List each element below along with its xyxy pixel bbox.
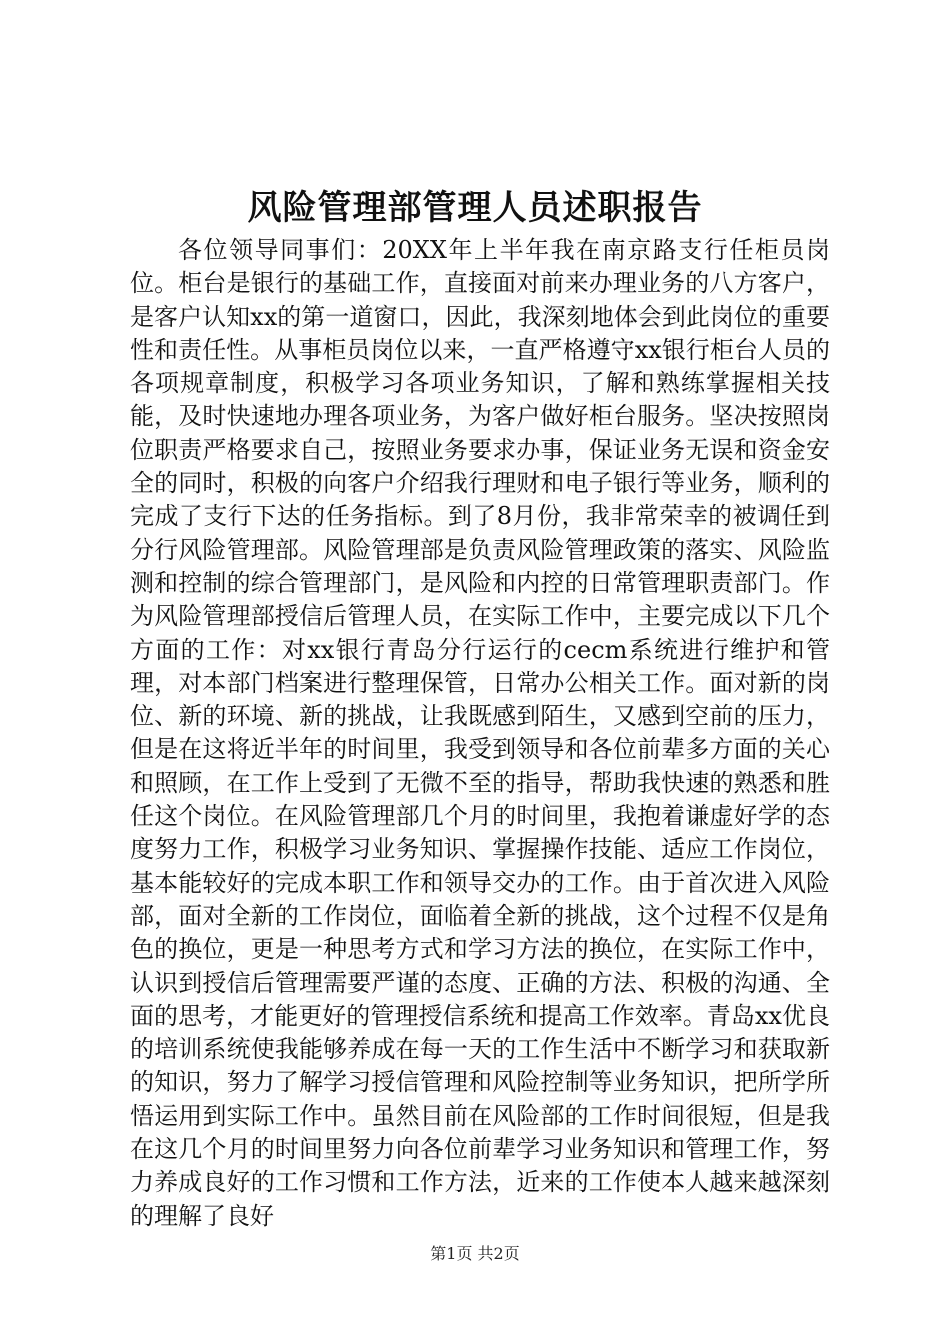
document-title: 风险管理部管理人员述职报告: [247, 188, 703, 228]
page-number-footer: 第1页 共2页: [430, 1244, 520, 1263]
body-paragraph: 各位领导同事们：20XX年上半年我在南京路支行任柜员岗位。柜台是银行的基础工作，直接面对前来办理业务的八方客户，是客户认知xx的第一道窗口，因此，我深刻地体会到此岗位的重要性和责任性。从事柜员岗位以来，一直严格遵守xx银行柜台人员的各项规章制度，积极学习各项业务知识，了解和熟练掌握相关技能，及时快速地办理各项业务，为客户做好柜台服务。坚决按照岗位职责严格要求自己，按照业务要求办事，保证业务无误和资金安全的同时，积极的向客户介绍我行理财和电子银行等业务，顺利的完成了支行下达的任务指标。到了8月份，我非常荣幸的被调任到分行风险管理部。风险管理部是负责风险管理政策的落实、风险监测和控制的综合管理部门，是风险和内控的日常管理职责部门。作为风险管理部授信后管理人员，在实际工作中，主要完成以下几个方面的工作：对xx银行青岛分行运行的cecm系统进行维护和管理，对本部门档案进行整理保管，日常办公相关工作。面对新的岗位、新的环境、新的挑战，让我既感到陌生，又感到空前的压力，但是在这将近半年的时间里，我受到领导和各位前辈多方面的关心和照顾，在工作上受到了无微不至的指导，帮助我快速的熟悉和胜任这个岗位。在风险管理部几个月的时间里，我抱着谦虚好学的态度努力工作，积极学习业务知识、掌握操作技能、适应工作岗位，基本能较好的完成本职工作和领导交办的工作。由于首次进入风险部，面对全新的工作岗位，面临着全新的挑战，这个过程不仅是角色的换位，更是一种思考方式和学习方法的换位，在实际工作中，认识到授信后管理需要严谨的态度、正确的方法、积极的沟通、全面的思考，才能更好的管理授信系统和提高工作效率。青岛xx优良的培训系统使我能够养成在每一天的工作生活中不断学习和获取新的知识，努力了解学习授信管理和风险控制等业务知识，把所学所悟运用到实际工作中。虽然目前在风险部的工作时间很短，但是我在这几个月的时间里努力向各位前辈学习业务知识和管理工作，努力养成良好的工作习惯和工作方法，近来的工作使本人越来越深刻的理解了良好: [130, 236, 830, 1230]
